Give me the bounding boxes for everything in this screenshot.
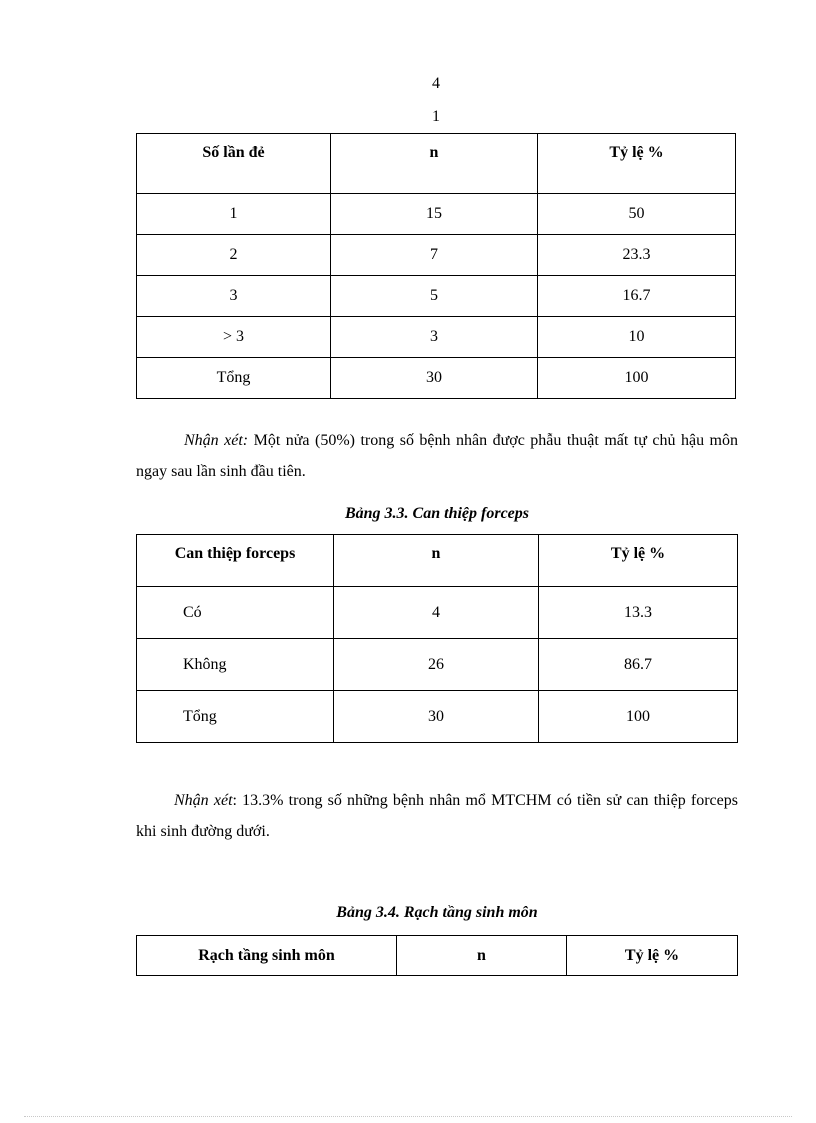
table-cell: Có <box>137 587 334 639</box>
table-cell: 3 <box>331 317 538 358</box>
table-cell: 2 <box>137 235 331 276</box>
comment-text: Một nửa (50%) trong số bệnh nhân được phẫu thuật mất tự chủ hậu môn ngay sau lần sinh đầu tiên. <box>136 432 738 480</box>
table-caption: Bảng 3.4. Rạch tầng sinh môn <box>336 904 538 921</box>
table-cell: > 3 <box>137 317 331 358</box>
table-row <box>137 276 736 317</box>
table-header-cell: Tỷ lệ % <box>539 535 738 587</box>
table-cell: 1 <box>137 194 331 235</box>
table-cell: Không <box>137 639 334 691</box>
comment-label: Nhận xét: <box>184 432 249 449</box>
table-header-cell: Tỷ lệ % <box>538 134 736 194</box>
table-cell: 100 <box>538 358 736 399</box>
table-row <box>137 639 738 691</box>
table-row <box>137 235 736 276</box>
table-header-cell: Rạch tầng sinh môn <box>137 936 397 976</box>
table-cell: 7 <box>331 235 538 276</box>
comment-paragraph <box>136 425 738 487</box>
table-row <box>137 358 736 399</box>
table-cell: 5 <box>331 276 538 317</box>
table-header-cell: n <box>397 936 567 976</box>
comment-paragraph <box>136 785 738 847</box>
table-cell: 26 <box>334 639 539 691</box>
table-cell: 50 <box>538 194 736 235</box>
table-header-cell: n <box>331 134 538 194</box>
table-caption: Bảng 3.3. Can thiệp forceps <box>344 505 529 522</box>
table-births <box>136 133 736 399</box>
comment-label: Nhận xét <box>174 792 233 809</box>
table-header-cell: Số lần đẻ <box>137 134 331 194</box>
page-number-top: 4 <box>432 75 440 92</box>
table-row <box>137 317 736 358</box>
table-row <box>137 587 738 639</box>
table-cell: 100 <box>539 691 738 743</box>
table-header-cell: n <box>334 535 539 587</box>
table-cell: 30 <box>331 358 538 399</box>
table-header-cell: Tỷ lệ % <box>567 936 738 976</box>
comment-text: : 13.3% trong số những bệnh nhân mổ MTCHM có tiền sử can thiệp forceps khi sinh đường dưới. <box>136 792 738 840</box>
page-bottom-divider <box>24 1116 792 1117</box>
table-cell: 13.3 <box>539 587 738 639</box>
table-row <box>137 194 736 235</box>
table-header-cell: Can thiệp forceps <box>137 535 334 587</box>
table-episiotomy <box>136 935 738 976</box>
table-cell: 15 <box>331 194 538 235</box>
table-cell: 23.3 <box>538 235 736 276</box>
table-cell: 86.7 <box>539 639 738 691</box>
page-number-bottom: 1 <box>432 108 440 125</box>
table-cell: 16.7 <box>538 276 736 317</box>
table-cell: 3 <box>137 276 331 317</box>
table-row <box>137 691 738 743</box>
table-forceps <box>136 534 738 743</box>
table-cell: 4 <box>334 587 539 639</box>
table-cell: 30 <box>334 691 539 743</box>
table-cell: Tổng <box>137 691 334 743</box>
table-cell: Tổng <box>137 358 331 399</box>
table-cell: 10 <box>538 317 736 358</box>
